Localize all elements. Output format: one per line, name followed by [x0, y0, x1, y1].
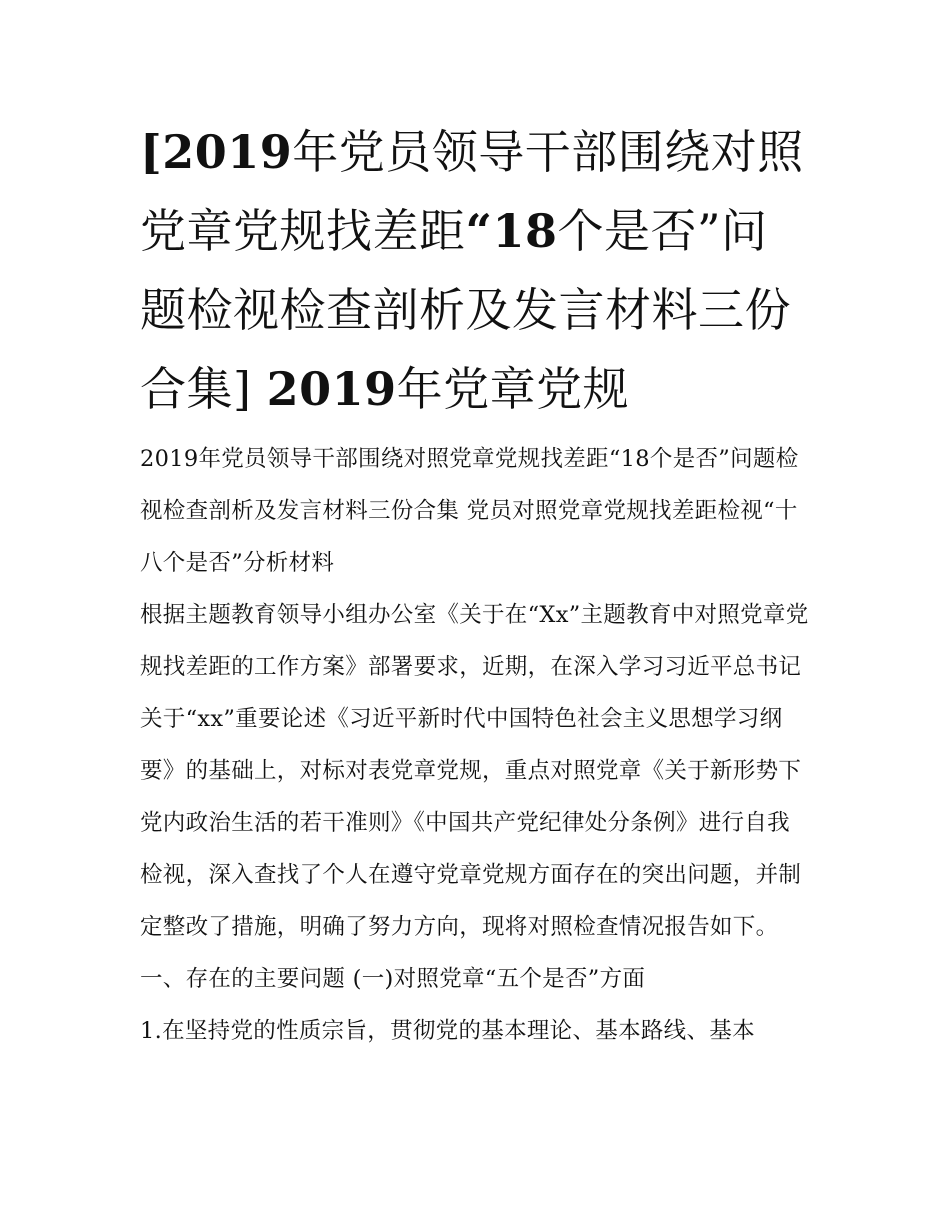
title-part: 2019	[266, 362, 397, 416]
title-part: “18	[465, 204, 558, 258]
title-part: [2019	[140, 125, 293, 179]
title-part: 年党章党规	[396, 362, 630, 416]
document-body	[140, 113, 820, 1057]
paragraph-intro: 2019年党员领导干部围绕对照党章党规找差距“18个是否”问题检视检查剖析及发言材料三份合集 党员对照党章党规找差距检视“十八个是否”分析材料	[140, 446, 799, 576]
title-part: 个是否”问题检视检查剖析及发言材料三份合集]	[140, 204, 791, 416]
section-heading: 一、存在的主要问题 (一)对照党章“五个是否”方面	[140, 966, 646, 992]
paragraph-body: 根据主题教育领导小组办公室《关于在“Xx”主题教育中对照党章党规找差距的工作方案》部署要求，近期，在深入学习习近平总书记关于“xx”重要论述《习近平新时代中国特色社会主义思想学习纲要》的基础上，对标对表党章党规，重点对照党章《关于新形势下党内政治生活的若干准则》《中国共产党纪律处分条例》进行自我检视，深入查找了个人在遵守党章党规方面存在的突出问题，并制定整改了措施，明确了努力方向，现将对照检查情况报告如下。	[140, 602, 809, 940]
paragraph-item: 1.在坚持党的性质宗旨，贯彻党的基本理论、基本路线、基本	[140, 1018, 755, 1044]
title-part: 年党员领导干部围绕对照党章党规找差距	[140, 125, 804, 258]
document-title	[140, 113, 810, 429]
